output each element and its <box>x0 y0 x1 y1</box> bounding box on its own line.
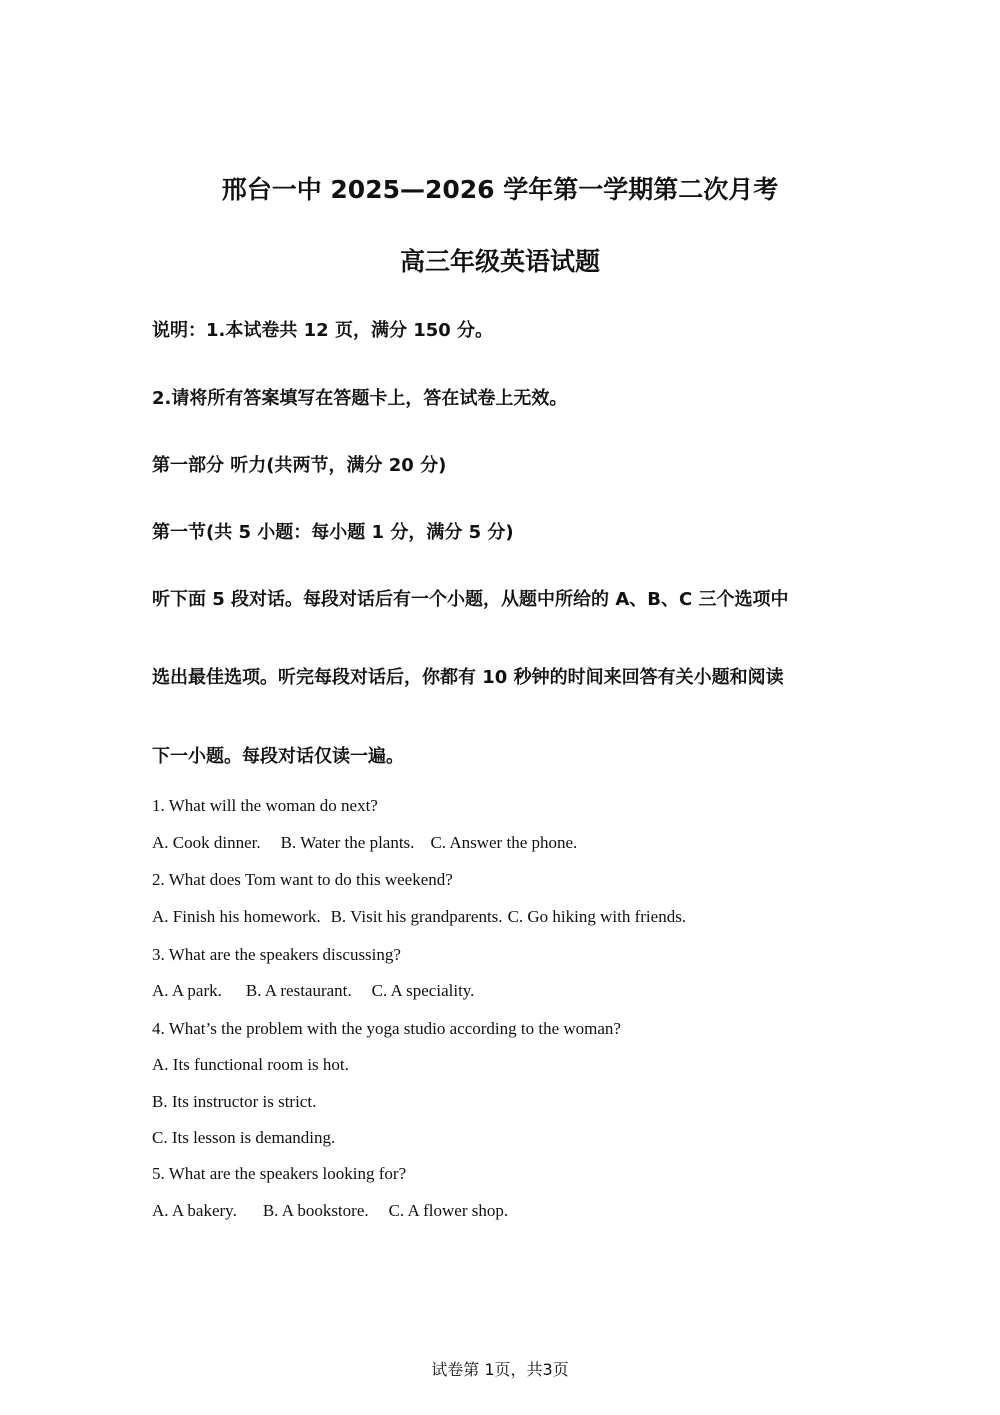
question-1-options <box>152 833 577 853</box>
question-2-option-a: A. Finish his homework. <box>152 907 321 926</box>
question-5-option-c: C. A flower shop. <box>388 1201 509 1220</box>
question-3-options <box>152 981 474 1001</box>
question-3-option-b: B. A restaurant. <box>245 981 352 1000</box>
part1-title: 第一部分 听力(共两节，满分 20 分) <box>152 455 447 476</box>
question-1-option-c: C. Answer the phone. <box>430 833 578 852</box>
instruction-line-2: 2.请将所有答案填写在答题卡上，答在试卷上无效。 <box>152 388 568 409</box>
question-2-option-b: B. Visit his grandparents. <box>330 907 503 926</box>
question-5-options <box>152 1201 508 1221</box>
question-4-option-b: B. Its instructor is strict. <box>152 1092 317 1111</box>
question-2-option-c: C. Go hiking with friends. <box>507 907 687 926</box>
question-1-option-a: A. Cook dinner. <box>152 833 261 852</box>
instruction-line-1: 说明：1.本试卷共 12 页，满分 150 分。 <box>152 320 494 341</box>
page-number: 试卷第 1页，共3页 <box>431 1360 569 1379</box>
section1-title: 第一节(共 5 小题：每小题 1 分，满分 5 分) <box>152 522 514 543</box>
directions-line-1: 听下面 5 段对话。每段对话后有一个小题，从题中所给的 A、B、C 三个选项中 <box>152 589 789 610</box>
directions-line-3: 下一小题。每段对话仅读一遍。 <box>152 746 404 767</box>
directions-line-2: 选出最佳选项。听完每段对话后，你都有 10 秒钟的时间来回答有关小题和阅读 <box>152 667 784 688</box>
question-4-stem: 4. What’s the problem with the yoga studio according to the woman? <box>152 1019 621 1038</box>
question-5-option-b: B. A bookstore. <box>262 1201 369 1220</box>
question-3-stem: 3. What are the speakers discussing? <box>152 945 401 964</box>
question-1-stem: 1. What will the woman do next? <box>152 796 378 815</box>
exam-subtitle: 高三年级英语试题 <box>399 247 600 276</box>
exam-title: 邢台一中 2025—2026 学年第一学期第二次月考 <box>221 175 779 204</box>
question-2-stem: 2. What does Tom want to do this weekend? <box>152 870 453 889</box>
question-4-option-c: C. Its lesson is demanding. <box>152 1128 336 1147</box>
question-2-options <box>152 907 686 927</box>
question-4-option-a: A. Its functional room is hot. <box>152 1055 349 1074</box>
question-3-option-c: C. A speciality. <box>371 981 475 1000</box>
question-5-option-a: A. A bakery. <box>152 1201 237 1220</box>
question-3-option-a: A. A park. <box>152 981 222 1000</box>
question-1-option-b: B. Water the plants. <box>280 833 415 852</box>
question-5-stem: 5. What are the speakers looking for? <box>152 1164 407 1183</box>
